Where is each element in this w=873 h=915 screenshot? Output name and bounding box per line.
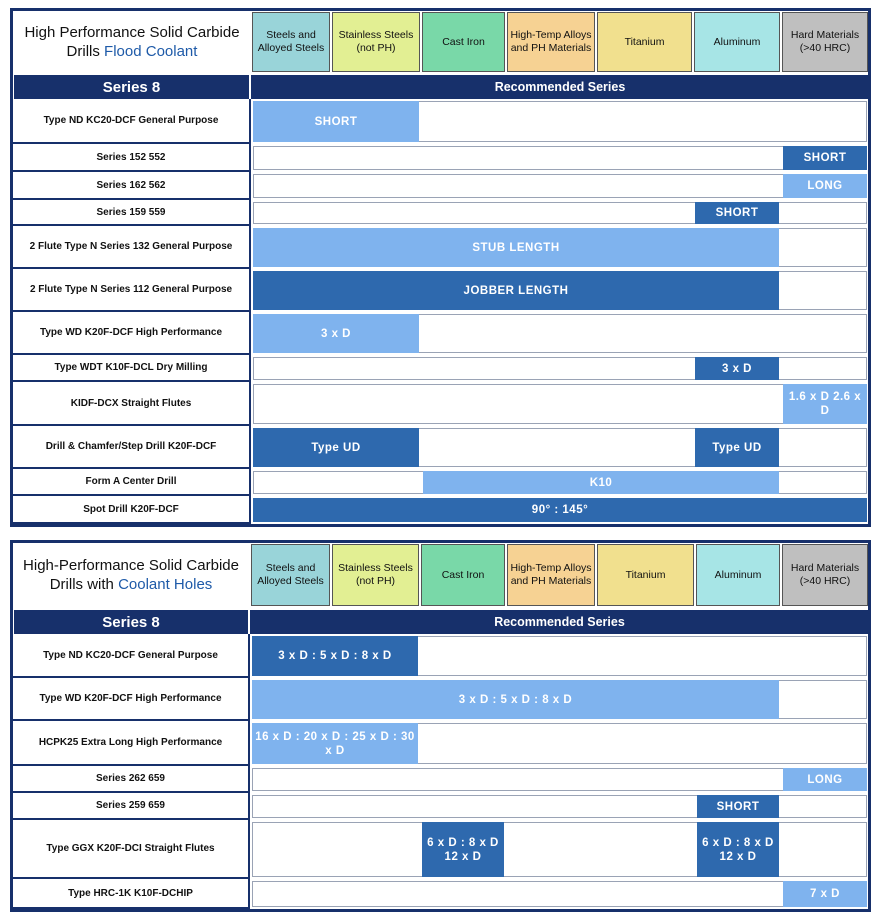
row-track	[253, 174, 867, 198]
row-label: KIDF-DCX Straight Flutes	[13, 382, 251, 426]
row-label: 2 Flute Type N Series 112 General Purpose	[13, 269, 251, 312]
material-header-3: Cast Iron	[421, 544, 505, 606]
series-bar: LONG	[783, 768, 867, 791]
row-track	[253, 384, 867, 424]
series-bar: 6 x D : 8 x D 12 x D	[697, 822, 779, 877]
series-bar: 3 x D : 5 x D : 8 x D	[252, 636, 418, 676]
series-bar: 3 x D	[253, 314, 419, 353]
material-header-7: Hard Materials (>40 HRC)	[782, 12, 868, 72]
series-bar: K10	[423, 471, 779, 494]
recommended-series-bar: Recommended Series	[251, 75, 869, 99]
recommended-series-bar: Recommended Series	[250, 610, 869, 634]
series-label: Series 8	[14, 75, 249, 99]
row-label: Series 152 552	[13, 144, 251, 172]
title-accent: Flood Coolant	[104, 43, 198, 60]
material-header-1: Steels and Alloyed Steels	[252, 12, 330, 72]
material-header-1: Steels and Alloyed Steels	[251, 544, 330, 606]
series-bar: JOBBER LENGTH	[253, 271, 779, 310]
series-bar: SHORT	[697, 795, 779, 818]
material-header-6: Aluminum	[694, 12, 780, 72]
row-label: Drill & Chamfer/Step Drill K20F-DCF	[13, 426, 251, 469]
row-label: Type WD K20F-DCF High Performance	[13, 678, 250, 721]
row-label: Type ND KC20-DCF General Purpose	[13, 634, 250, 678]
row-track	[252, 881, 867, 907]
series-bar: 6 x D : 8 x D 12 x D	[422, 822, 504, 877]
row-label: Series 262 659	[13, 766, 250, 793]
title-text: High Performance Solid Carbide Drills	[24, 24, 240, 60]
series-bar: SHORT	[695, 202, 779, 224]
material-header-5: Titanium	[597, 12, 692, 72]
material-header-4: High-Temp Alloys and PH Materials	[507, 544, 595, 606]
series-label: Series 8	[14, 610, 248, 634]
material-header-2: Stainless Steels (not PH)	[332, 12, 420, 72]
series-bar: 3 x D : 5 x D : 8 x D	[252, 680, 779, 719]
row-label: Form A Center Drill	[13, 469, 251, 496]
material-header-5: Titanium	[597, 544, 694, 606]
coolant-holes-panel	[10, 540, 871, 912]
series-bar: 90° : 145°	[253, 498, 867, 522]
series-bar: LONG	[783, 174, 867, 198]
material-header-7: Hard Materials (>40 HRC)	[782, 544, 868, 606]
row-label: Spot Drill K20F-DCF	[13, 496, 251, 524]
row-label: Type GGX K20F-DCI Straight Flutes	[13, 820, 250, 879]
series-bar: 3 x D	[695, 357, 779, 380]
row-label: Type WD K20F-DCF High Performance	[13, 312, 251, 355]
title-text: High-Performance Solid Carbide Drills with	[23, 557, 239, 593]
row-track	[252, 768, 867, 791]
row-track	[253, 146, 867, 170]
material-header-3: Cast Iron	[422, 12, 505, 72]
row-label: Series 159 559	[13, 200, 251, 226]
panel-title	[13, 543, 249, 607]
row-label: Type WDT K10F-DCL Dry Milling	[13, 355, 251, 382]
material-header-4: High-Temp Alloys and PH Materials	[507, 12, 595, 72]
series-bar: SHORT	[783, 146, 867, 170]
series-bar: STUB LENGTH	[253, 228, 779, 267]
series-bar: 1.6 x D 2.6 x D	[783, 384, 867, 424]
row-label: HCPK25 Extra Long High Performance	[13, 721, 250, 766]
row-label: 2 Flute Type N Series 132 General Purpose	[13, 226, 251, 269]
series-bar: Type UD	[253, 428, 419, 467]
row-label: Type ND KC20-DCF General Purpose	[13, 99, 251, 144]
material-header-2: Stainless Steels (not PH)	[332, 544, 419, 606]
row-label: Series 259 659	[13, 793, 250, 820]
series-bar: SHORT	[253, 101, 419, 142]
series-bar: Type UD	[695, 428, 779, 467]
series-bar: 16 x D : 20 x D : 25 x D : 30 x D	[252, 723, 418, 764]
row-label: Type HRC-1K K10F-DCHIP	[13, 879, 250, 909]
row-label: Series 162 562	[13, 172, 251, 200]
panel-title	[13, 11, 251, 73]
series-bar: 7 x D	[783, 881, 867, 907]
flood-coolant-panel	[10, 8, 871, 527]
material-header-6: Aluminum	[696, 544, 780, 606]
title-accent: Coolant Holes	[118, 576, 213, 593]
